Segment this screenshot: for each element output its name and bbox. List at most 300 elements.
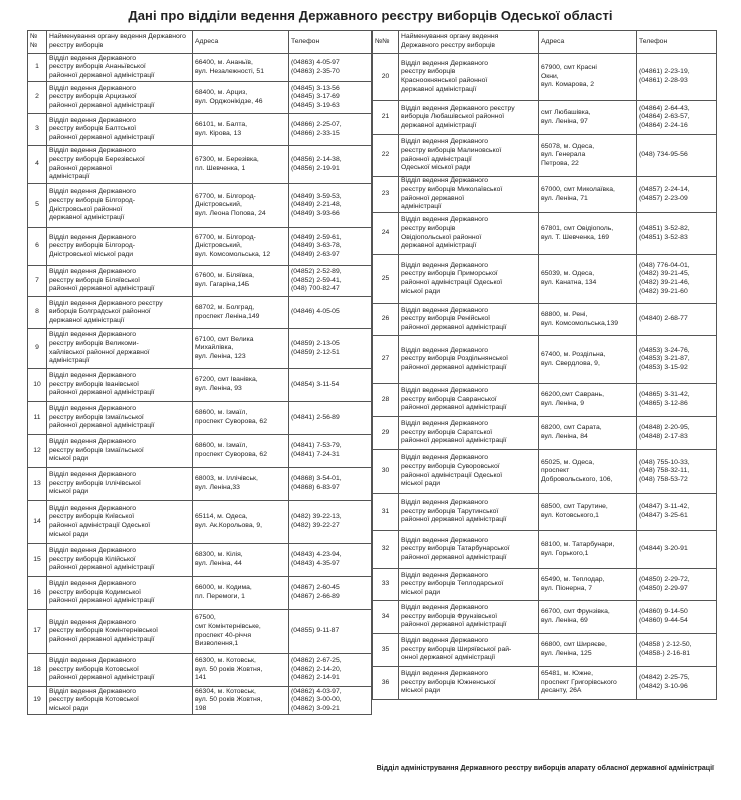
- address-cell: [539, 531, 637, 569]
- phone-cell: [289, 297, 372, 329]
- office-name-line: районної адміністрації: [401, 155, 472, 163]
- address-cell: [193, 266, 289, 297]
- phone-line: (04849) 3-63-78,: [291, 242, 342, 250]
- phone-line: (04867) 2-60-45: [291, 584, 340, 592]
- phone-cell: [637, 494, 717, 531]
- row-number: 7: [28, 266, 47, 297]
- phone-line: (0482) 39-21-46,: [639, 279, 690, 286]
- office-name-line: міської ради: [49, 455, 89, 463]
- address-line: 68400, м. Арциз,: [195, 88, 248, 96]
- office-name-line: районної державної адміністрації: [49, 564, 155, 572]
- table-row: [373, 177, 717, 213]
- office-name-line: Відділ ведення Державного: [49, 547, 137, 555]
- office-name-cell: [47, 54, 193, 82]
- office-name-cell: [399, 601, 539, 634]
- office-name-line: реєстру виборців Котовської: [49, 696, 139, 704]
- office-name-line: Відділ ведення Державного: [49, 405, 137, 413]
- row-number: 33: [373, 569, 399, 601]
- office-name-cell: [47, 228, 193, 266]
- phone-line: (048) 700-82-47: [291, 285, 340, 293]
- address-line: 68500, смт Тарутине,: [541, 503, 608, 511]
- phone-line: (04845) 3-19-63: [291, 101, 340, 109]
- phone-cell: [637, 213, 717, 255]
- office-name-line: районної адміністрації Одеської: [401, 279, 503, 286]
- phone-line: (04847) 3-11-42,: [639, 503, 690, 511]
- address-line: вул. Леніна, 71: [541, 194, 588, 202]
- office-name-line: реєстру виборців Малиновської: [401, 146, 502, 154]
- phone-cell: [289, 146, 372, 184]
- office-name-line: реєстру виборців Білгород-: [49, 242, 135, 250]
- address-line: проспект: [541, 467, 570, 475]
- office-name-line: реєстру виборців Миколаївської: [401, 185, 503, 193]
- office-name-line: реєстру виборців Ізмаїльської: [49, 446, 144, 454]
- phone-cell: [637, 569, 717, 601]
- office-name-line: реєстру виборців Савранської: [401, 395, 497, 403]
- row-number: 30: [373, 450, 399, 494]
- phone-line: (04849) 3-59-53,: [291, 192, 342, 200]
- address-cell: [539, 177, 637, 213]
- office-name-line: адміністрації: [49, 173, 90, 181]
- phone-line: (04851) 3-52-83: [639, 233, 688, 241]
- office-name-line: реєстру виборців Березівської: [49, 155, 145, 163]
- address-line: вул. Леніна, 97: [541, 117, 588, 125]
- table-row: [28, 184, 372, 228]
- office-name-line: хайлівської районної державної: [49, 348, 150, 356]
- phone-line: (0482) 39-21-60: [639, 287, 688, 295]
- office-name-cell: [47, 114, 193, 146]
- office-name-line: Відділ ведення Державного реєстру: [401, 104, 515, 112]
- table-row: [28, 114, 372, 146]
- address-line: вул. Т. Шевченка, 169: [541, 233, 610, 241]
- table-row: [373, 213, 717, 255]
- address-line: 66300, м. Котовськ,: [195, 657, 256, 665]
- table-header-row: [28, 31, 372, 54]
- phone-cell: [637, 417, 717, 450]
- phone-cell: [637, 384, 717, 417]
- office-name-line: районної державної адміністрації: [401, 363, 507, 371]
- phone-cell: [289, 468, 372, 501]
- column-header-name: Найменування органу ведення Державного реєстру виборців: [47, 31, 193, 54]
- phone-cell: [637, 601, 717, 634]
- office-name-line: реєстру виборців Котовської: [49, 665, 139, 673]
- office-name-cell: [399, 304, 539, 336]
- phone-line: (04863) 4-05-97: [291, 58, 340, 66]
- address-line: 66304, м. Котовськ,: [195, 687, 256, 695]
- address-line: вул. Леніна, 93: [195, 385, 242, 392]
- office-name-line: реєстру виборців Арцизької: [49, 93, 137, 101]
- address-line: десанту, 26А: [541, 687, 582, 695]
- office-name-line: районної державної адміністрації: [49, 674, 155, 682]
- office-name-line: міської ради: [49, 704, 89, 712]
- office-name-line: Відділ ведення Державного: [401, 138, 489, 146]
- office-name-cell: [47, 501, 193, 544]
- table-row: [373, 494, 717, 531]
- address-line: 65490, м. Теплодар,: [541, 575, 605, 583]
- row-number: 15: [28, 544, 47, 577]
- phone-cell: [289, 435, 372, 468]
- office-name-cell: [47, 329, 193, 369]
- phone-line: (04862) 4-03-97,: [291, 687, 342, 695]
- address-line: Дністровський,: [195, 201, 242, 209]
- office-name-line: районної адміністрації Одеської: [401, 471, 503, 479]
- office-name-line: районної державної адміністрації: [401, 404, 507, 412]
- office-name-line: Відділ ведення Державного: [49, 372, 137, 380]
- address-line: вул. Леона Попова, 24: [195, 209, 266, 217]
- office-name-line: Відділ ведення Державного: [49, 331, 137, 339]
- office-name-line: Одеської міської ради: [401, 164, 471, 172]
- table-row: [28, 369, 372, 402]
- address-line: вул. Леніна,33: [195, 484, 240, 491]
- address-cell: [193, 54, 289, 82]
- phone-line: (04858 ) 2-12-50,: [639, 641, 692, 649]
- office-name-line: реєстру виборців Комінтернівської: [49, 627, 159, 635]
- office-name-line: Відділ ведення Державного: [401, 420, 489, 428]
- address-line: вул. 50 років Жовтня,: [195, 665, 263, 673]
- office-name-line: Дністровської районної: [49, 205, 123, 213]
- phone-cell: [637, 667, 717, 700]
- address-line: 68600, м. Ізмаїл,: [195, 442, 248, 450]
- office-name-cell: [47, 82, 193, 114]
- phone-line: (04850) 2-29-72,: [639, 575, 690, 583]
- row-number: 4: [28, 146, 47, 184]
- table-row: [28, 146, 372, 184]
- row-number: 36: [373, 667, 399, 700]
- office-name-line: районної державної адміністрації: [49, 597, 155, 605]
- office-name-line: реєстру виборців Іллічівської: [49, 479, 141, 487]
- address-cell: [539, 667, 637, 700]
- office-name-cell: [47, 577, 193, 610]
- phone-line: (04845) 3-17-69: [291, 93, 340, 101]
- office-name-line: реєстру виборців Кілійської: [49, 555, 136, 563]
- address-line: 65078, м. Одеса,: [541, 142, 595, 150]
- office-name-cell: [399, 417, 539, 450]
- phone-line: (04866) 2-33-15: [291, 129, 340, 137]
- row-number: 12: [28, 435, 47, 468]
- phone-line: (04865) 3-31-42,: [639, 391, 690, 399]
- phone-cell: [289, 369, 372, 402]
- address-cell: [539, 450, 637, 494]
- row-number: 3: [28, 114, 47, 146]
- office-name-line: реєстру виборців Ананьївської: [49, 63, 146, 71]
- office-name-line: районної державної: [401, 194, 465, 202]
- phone-cell: [637, 450, 717, 494]
- office-name-cell: [399, 531, 539, 569]
- phone-line: (04841) 7-24-31: [291, 451, 340, 458]
- phone-line: (04863) 2-35-70: [291, 67, 340, 75]
- address-cell: [193, 114, 289, 146]
- address-line: вул. Свердлова, 9,: [541, 359, 600, 367]
- table-row: [373, 54, 717, 101]
- row-number: 28: [373, 384, 399, 417]
- address-line: смт Любашівка,: [541, 108, 591, 116]
- phone-line: (04844) 3-20-91: [639, 545, 688, 553]
- phone-line: (04851) 3-52-82,: [639, 224, 690, 232]
- office-name-cell: [399, 177, 539, 213]
- office-name-cell: [399, 494, 539, 531]
- address-line: 67801, смт Овідіополь,: [541, 224, 614, 232]
- table-row: [373, 101, 717, 135]
- column-header-phone: Телефон: [637, 31, 717, 54]
- table-header-row: [373, 31, 717, 54]
- column-header-name: Найменування органу ведення Державного реєстру виборців: [399, 31, 539, 54]
- office-name-line: реєстру виборців Саратської: [401, 428, 493, 436]
- phone-line: (0482) 39-21-45,: [639, 270, 690, 278]
- phone-cell: [637, 54, 717, 101]
- phone-cell: [289, 544, 372, 577]
- office-name-cell: [399, 255, 539, 304]
- table-row: [28, 402, 372, 435]
- office-name-line: районної державної адміністрації: [49, 285, 155, 293]
- office-name-line: районної державної адміністрації: [49, 389, 155, 397]
- address-line: вул. Комсомольська,139: [541, 319, 619, 327]
- office-name-line: Відділ ведення Державного: [49, 618, 137, 626]
- address-line: вул. Леніна, 84: [541, 433, 588, 440]
- phone-cell: [289, 501, 372, 544]
- table-row: [373, 601, 717, 634]
- office-name-line: районної державної адміністрації: [401, 437, 507, 445]
- office-name-line: Відділ ведення Державного: [49, 687, 137, 695]
- office-name-line: реєстру виборців Роздільнянської: [401, 355, 509, 363]
- address-cell: [193, 577, 289, 610]
- address-line: 65114, м. Одеса,: [195, 513, 248, 521]
- phone-line: (04840) 2-68-77: [639, 315, 688, 323]
- address-line: проспект 40-річчя: [195, 631, 252, 639]
- phone-cell: [637, 101, 717, 135]
- address-cell: [193, 435, 289, 468]
- office-name-line: реєстру виборців Ширяївської рай-: [401, 645, 512, 653]
- address-line: 67300, м. Березівка,: [195, 155, 259, 163]
- table-row: [28, 544, 372, 577]
- phone-line: (04867) 2-66-89: [291, 593, 340, 600]
- office-name-line: виборців Любашівської районної: [401, 113, 505, 121]
- office-name-line: реєстру виборців Тарутинської: [401, 507, 499, 515]
- address-cell: [193, 468, 289, 501]
- address-line: вул. Незалежності, 51: [195, 67, 264, 75]
- table-row: [28, 501, 372, 544]
- phone-line: (04862) 3-00-00,: [291, 696, 342, 704]
- address-line: 67600, м. Біляївка,: [195, 272, 255, 280]
- address-line: 65481, м. Южне,: [541, 670, 593, 678]
- office-name-line: Дністровської міської ради: [49, 250, 134, 258]
- phone-line: (04845) 3-13-56: [291, 84, 340, 92]
- office-name-line: Відділ ведення Державного: [401, 306, 489, 314]
- office-name-cell: [47, 544, 193, 577]
- address-cell: [539, 569, 637, 601]
- office-name-cell: [47, 654, 193, 687]
- phone-line: (04857) 2-24-14,: [639, 185, 690, 193]
- office-name-line: реєстру виборців: [401, 224, 456, 232]
- address-line: 67000, смт Миколаївка,: [541, 185, 615, 193]
- office-name-line: реєстру виборців Балтської: [49, 125, 137, 133]
- office-name-line: реєстру виборців Фрунзівської: [401, 612, 498, 620]
- table-row: [28, 687, 372, 715]
- office-name-line: Відділ ведення Державного: [49, 84, 137, 92]
- office-name-line: адміністрації: [49, 357, 90, 365]
- office-name-line: Відділ ведення Державного: [401, 536, 489, 544]
- office-name-cell: [399, 569, 539, 601]
- phone-line: (04862) 2-14-91: [291, 674, 340, 682]
- phone-line: (04857) 2-23-09: [639, 194, 688, 202]
- row-number: 32: [373, 531, 399, 569]
- address-line: Дністровський,: [195, 242, 242, 250]
- phone-line: (04841) 2-56-89: [291, 413, 340, 421]
- phone-line: (04862) 2-67-25,: [291, 657, 342, 665]
- phone-line: (04853) 3-15-92: [639, 363, 688, 371]
- column-header-address: Адреса: [539, 31, 637, 54]
- phone-line: (048) 758-53-72: [639, 475, 688, 483]
- office-name-cell: [399, 667, 539, 700]
- office-name-line: реєстру виборців Суворовської: [401, 462, 500, 470]
- address-line: проспект Леніна,149: [195, 312, 260, 320]
- office-name-line: державної адміністрації: [401, 242, 477, 250]
- phone-cell: [637, 336, 717, 384]
- phone-line: (04855) 9-11-87: [291, 627, 340, 635]
- address-line: 67100, смт Велика: [195, 335, 254, 343]
- address-cell: [193, 82, 289, 114]
- phone-line: (04849) 3-93-66: [291, 209, 340, 217]
- address-line: вул. 50 років Жовтня,: [195, 696, 263, 704]
- office-name-line: Відділ ведення Державного: [49, 54, 137, 62]
- office-name-line: Відділ ведення Державного: [401, 670, 489, 678]
- phone-line: (04856) 2-19-91: [291, 164, 340, 172]
- address-line: вул. Леніна, 69: [541, 617, 588, 624]
- table-row: [28, 54, 372, 82]
- phone-line: (04853) 3-21-87,: [639, 355, 690, 363]
- row-number: 35: [373, 634, 399, 667]
- address-line: 66000, м. Кодима,: [195, 584, 252, 592]
- office-name-line: Відділ ведення Державного: [401, 637, 489, 645]
- row-number: 20: [373, 54, 399, 101]
- address-line: вул. Генерала: [541, 151, 586, 159]
- office-name-line: міської ради: [401, 588, 441, 596]
- phone-line: (04861) 2-23-19,: [639, 68, 690, 76]
- phone-line: (04864) 2-64-43,: [639, 104, 690, 112]
- offices-table-left: [27, 30, 372, 715]
- phone-cell: [289, 577, 372, 610]
- office-name-line: Відділ ведення Державного: [401, 59, 489, 67]
- table-row: [28, 82, 372, 114]
- office-name-cell: [399, 336, 539, 384]
- office-name-line: Відділ ведення Державного: [49, 233, 137, 241]
- table-row: [373, 417, 717, 450]
- address-cell: [539, 601, 637, 634]
- phone-cell: [289, 329, 372, 369]
- phone-line: (04856) 2-14-38,: [291, 155, 342, 163]
- phone-cell: [289, 654, 372, 687]
- office-name-cell: [47, 687, 193, 715]
- office-name-cell: [47, 610, 193, 654]
- office-name-line: Відділ ведення Державного: [49, 147, 137, 155]
- row-number: 13: [28, 468, 47, 501]
- row-number: 6: [28, 228, 47, 266]
- phone-cell: [637, 634, 717, 667]
- address-line: 66101, м. Балта,: [195, 120, 248, 128]
- table-row: [28, 228, 372, 266]
- table-row: [373, 336, 717, 384]
- address-line: 68100, м. Татарбунари,: [541, 540, 615, 548]
- address-line: 68300, м. Кілія,: [195, 551, 243, 559]
- office-name-line: реєстру виборців Київської: [49, 513, 135, 521]
- address-cell: [193, 687, 289, 715]
- phone-cell: [637, 304, 717, 336]
- office-name-line: районної адміністрації Одеської: [49, 522, 151, 529]
- address-line: вул. Ак.Корольова, 9,: [195, 522, 263, 529]
- office-name-line: Відділ ведення Державного: [401, 571, 489, 579]
- office-name-line: реєстру виборців Южненської: [401, 678, 496, 686]
- phone-line: (04864) 2-24-16: [639, 121, 688, 129]
- row-number: 9: [28, 329, 47, 369]
- row-number: 17: [28, 610, 47, 654]
- office-name-line: Відділ ведення Державного реєстру: [49, 299, 163, 307]
- address-cell: [193, 402, 289, 435]
- column-header-number: №№: [373, 31, 399, 54]
- office-name-line: онної державної адміністрації: [401, 654, 496, 662]
- office-name-cell: [47, 402, 193, 435]
- address-line: 67200, смт Іванівка,: [195, 376, 258, 384]
- address-line: 65039, м. Одеса,: [541, 270, 595, 278]
- row-number: 19: [28, 687, 47, 715]
- address-line: вул. Леніна, 9: [541, 400, 585, 407]
- office-name-cell: [399, 384, 539, 417]
- office-name-cell: [399, 634, 539, 667]
- row-number: 8: [28, 297, 47, 329]
- address-line: вул. Леніна, 125: [541, 650, 592, 657]
- row-number: 11: [28, 402, 47, 435]
- address-cell: [539, 336, 637, 384]
- phone-line: (04865) 3-12-86: [639, 400, 688, 407]
- office-name-line: реєстру виборців Кодимської: [49, 588, 141, 596]
- office-name-cell: [399, 54, 539, 101]
- address-line: Михайлівка,: [195, 344, 234, 352]
- phone-line: (04862) 2-14-20,: [291, 665, 342, 673]
- address-line: проспект Григорівського: [541, 678, 617, 686]
- office-name-line: Відділ ведення Державного: [401, 454, 489, 462]
- address-line: вул. Піонерна, 7: [541, 584, 593, 592]
- table-row: [373, 255, 717, 304]
- office-name-line: державної адміністрації: [401, 85, 477, 93]
- office-name-line: районної державної адміністрації: [49, 422, 155, 430]
- phone-cell: [637, 135, 717, 177]
- address-line: вул. Комарова, 2: [541, 81, 595, 89]
- address-line: вул. Горького,1: [541, 549, 589, 557]
- office-name-line: районної державної адміністрації: [49, 101, 155, 109]
- office-name-line: реєстру виборців Іванівської: [49, 380, 139, 388]
- office-name-line: районної державної адміністрації: [49, 133, 155, 141]
- office-name-line: державної адміністрації: [49, 316, 125, 324]
- table-row: [373, 667, 717, 700]
- row-number: 21: [373, 101, 399, 135]
- phone-line: (04843) 4-35-97: [291, 560, 340, 567]
- row-number: 27: [373, 336, 399, 384]
- phone-line: (04848) 2-17-83: [639, 433, 688, 440]
- address-line: Окни,: [541, 72, 559, 80]
- address-line: 66200,смт Саврань,: [541, 391, 604, 399]
- address-line: вул. Канатна, 134: [541, 279, 597, 286]
- office-name-line: реєстру виборців Ізмаїльської: [49, 413, 144, 421]
- phone-line: (04841) 7-53-79,: [291, 442, 342, 450]
- office-name-cell: [399, 135, 539, 177]
- phone-cell: [637, 531, 717, 569]
- address-line: 66700, смт Фрунзівка,: [541, 608, 610, 616]
- address-line: смт Комінтернівське,: [195, 622, 261, 630]
- table-row: [373, 569, 717, 601]
- address-cell: [539, 135, 637, 177]
- phone-line: (04852) 2-52-89,: [291, 268, 342, 276]
- phone-line: (04853) 3-24-76,: [639, 346, 690, 354]
- phone-line: (04852) 2-59-41,: [291, 276, 342, 284]
- table-row: [28, 329, 372, 369]
- office-name-cell: [47, 435, 193, 468]
